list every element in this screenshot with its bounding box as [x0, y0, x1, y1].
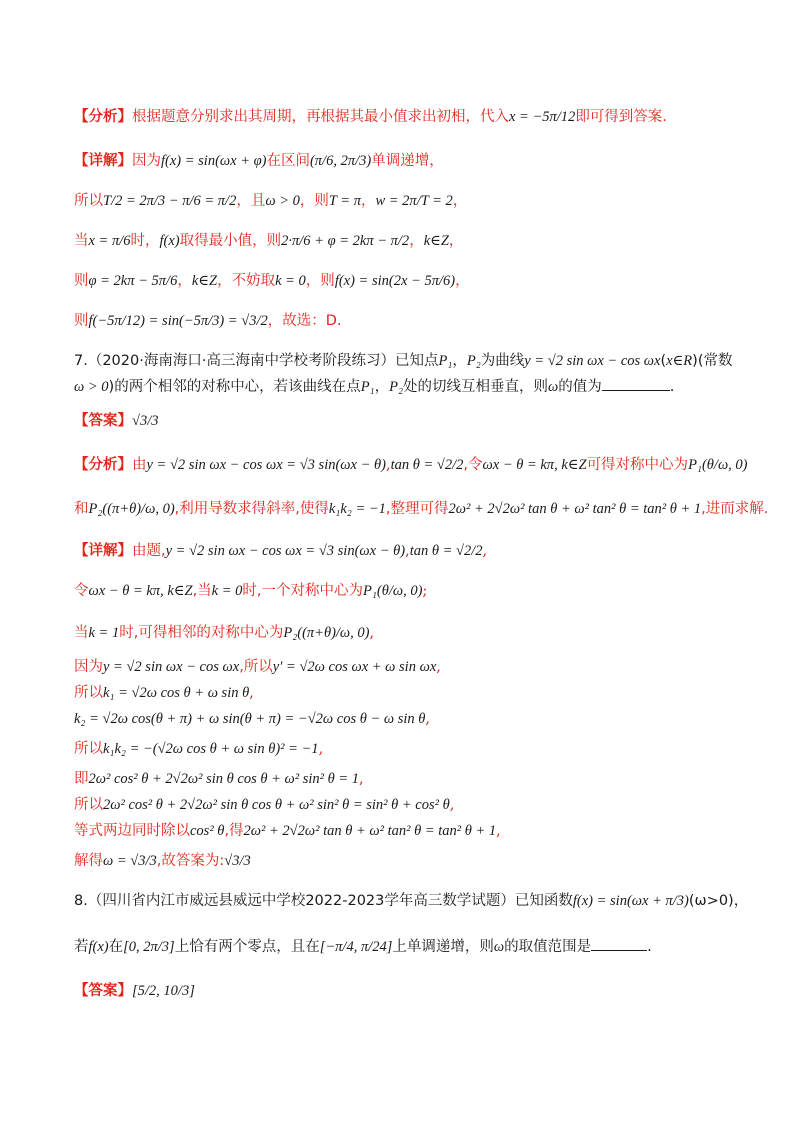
q7-detail-line-3: 当k = 1时,可得相邻的对称中心为P₂((π+θ)/ω, 0), — [74, 625, 375, 641]
analysis-tag: 【分析】 — [74, 109, 132, 125]
q6-analysis-line: 【分析】根据题意分别求出其周期，再根据其最小值求出初相，代入x = −5π/12即可得到答案. — [74, 109, 667, 125]
q6-detail-line-1: 【详解】因为f(x) = sin(ωx + φ)在区间(π/6, 2π/3)单调递增， — [74, 153, 444, 169]
q7-analysis-line-1: 【分析】由y = √2 sin ωx − cos ωx = √3 sin(ωx − θ),tan θ = √2/2,令ωx − θ = kπ, k∈Z可得对称中心为P₁(θ/ω, 0) — [74, 457, 748, 473]
q6-detail-line-5: 则f(−5π/12) = sin(−5π/3) = √3/2，故选：D. — [74, 313, 342, 329]
q7-detail-line-8: 即2ω² cos² θ + 2√2ω² sin θ cos θ + ω² sin² θ = 1, — [74, 771, 364, 787]
detail-tag: 【详解】 — [74, 153, 132, 169]
q7-detail-line-5: 所以k₁ = √2ω cos θ + ω sin θ, — [74, 685, 254, 701]
q7-detail-line-9: 所以2ω² cos² θ + 2√2ω² sin θ cos θ + ω² sin² θ = sin² θ + cos² θ, — [74, 797, 455, 813]
answer-tag: 【答案】 — [74, 413, 132, 429]
q8-stem-line-2: 若f(x)在[0, 2π/3]上恰有两个零点，且在[−π/4, π/24]上单调递增，则ω的取值范围是 . — [74, 939, 652, 955]
q7-answer: √3/3 — [132, 413, 159, 429]
q7-detail-line-4: 因为y = √2 sin ωx − cos ωx,所以y′ = √2ω cos ωx + ω sin ωx, — [74, 659, 441, 675]
answer-blank — [602, 390, 670, 391]
q6-detail-line-4: 则φ = 2kπ − 5π/6，k∈Z，不妨取k = 0，则f(x) = sin(2x − 5π/6)， — [74, 273, 470, 289]
answer-tag: 【答案】 — [74, 983, 132, 999]
q8-answer-line — [74, 982, 760, 1000]
q6-detail-line-2: 所以T/2 = 2π/3 − π/6 = π/2，且ω > 0，则T = π，w = 2π/T = 2， — [74, 193, 468, 209]
q6-detail-line-3: 当x = π/6时，f(x)取得最小值，则2·π/6 + φ = 2kπ − π/2，k∈Z， — [74, 233, 464, 249]
q7-detail-line-1: 【详解】由题,y = √2 sin ωx − cos ωx = √3 sin(ωx − θ),tan θ = √2/2, — [74, 543, 488, 559]
q7-detail-line-6: k₂ = √2ω cos(θ + π) + ω sin(θ + π) = −√2ω cos θ − ω sin θ, — [74, 711, 431, 727]
q7-detail-line-7: 所以k₁k₂ = −(√2ω cos θ + ω sin θ)² = −1, — [74, 741, 324, 757]
q8-stem-line-1: 8.（四川省内江市威远县威远中学校2022-2023学年高三数学试题）已知函数f(x) = sin(ωx + π/3)(ω>0)， — [74, 893, 749, 909]
analysis-tag: 【分析】 — [74, 457, 132, 473]
q7-stem-line-2: ω > 0)的两个相邻的对称中心，若该曲线在点P₁，P₂处的切线互相垂直，则ω的值为 . — [74, 379, 675, 395]
q7-analysis-line-2: 和P₂((π+θ)/ω, 0),利用导数求得斜率,使得k₁k₂ = −1,整理可得2ω² + 2√2ω² tan θ + ω² tan² θ = tan² θ + 1,进而求解. — [74, 501, 769, 517]
answer-blank — [591, 950, 647, 951]
q7-answer-line — [74, 412, 760, 430]
q8-answer: [5/2, 10/3] — [132, 983, 195, 999]
q7-stem-line-1: 7.（2020·海南海口·高三海南中学校考阶段练习）已知点P₁，P₂为曲线y = √2 sin ωx − cos ωx(x∈R)(常数 — [74, 353, 733, 369]
detail-tag: 【详解】 — [74, 543, 132, 559]
q7-detail-line-10: 等式两边同时除以cos² θ,得2ω² + 2√2ω² tan θ + ω² tan² θ = tan² θ + 1, — [74, 823, 501, 839]
q7-detail-line-11: 解得ω = √3/3,故答案为:√3/3 — [74, 853, 251, 869]
q7-detail-line-2: 令ωx − θ = kπ, k∈Z,当k = 0时,一个对称中心为P₁(θ/ω, 0); — [74, 583, 428, 599]
